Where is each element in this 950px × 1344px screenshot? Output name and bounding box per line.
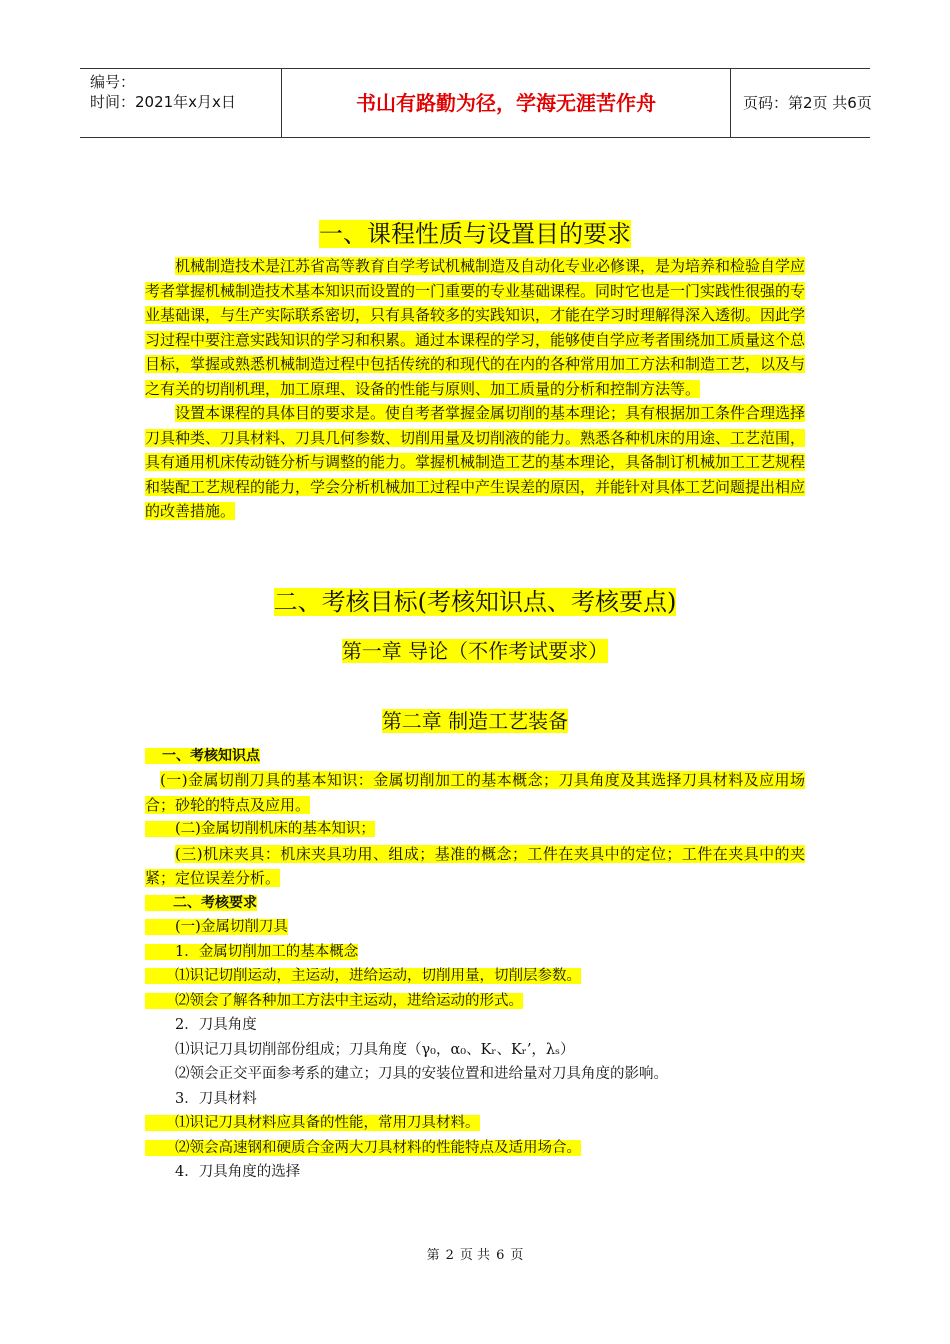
knowledge-item-3: (三)机床夹具：机床夹具功用、组成；基准的概念；工件在夹具中的定位；工件在夹具中的夹紧；定位误差分析。	[145, 844, 805, 887]
requirement-line-2: 1．金属切削加工的基本概念	[145, 940, 805, 965]
header-motto: 书山有路勤为径，学海无涯苦作舟	[282, 69, 731, 137]
section1-paragraph-2: 设置本课程的具体目的要求是。使自考者掌握金属切削的基本理论；具有根据加工条件合理选择刀具种类、刀具材料、刀具几何参数、切削用量及切削液的能力。熟悉各种机床的用途、工艺范围，具有通用机床传动链分析与调整的能力。掌握机械制造工艺的基本理论，具备制订机械加工工艺规程和装配工艺规程的能力，学会分析机械加工过程中产生误差的原因，并能针对具体工艺问题提出相应的改善措施。	[145, 404, 806, 520]
section1-paragraph-1: 机械制造技术是江苏省高等教育自学考试机械制造及自动化专业必修课，是为培养和检验自学应考者掌握机械制造技术基本知识而设置的一门重要的专业基础课程。同时它也是一门实践性很强的专业基础课，与生产实际联系密切，只有具备较多的实践知识，才能在学习时理解得深入透彻。因此学习过程中要注意实践知识的学习和积累。通过本课程的学习，能够使自学应考者围绕加工质量这个总目标，掌握或熟悉机械制造过程中包括传统的和现代的在内的各种常用加工方法和制造工艺，以及与之有关的切削机理，加工原理、设备的性能与原则、加工质量的分析和控制方法等。	[145, 257, 806, 398]
requirement-line-6: ⑴识记刀具切削部份组成；刀具角度（γ₀，α₀、Kᵣ、Kᵣ’，λₛ）	[175, 1041, 575, 1058]
section1-title: 一、课程性质与设置目的要求	[319, 220, 631, 248]
requirements-heading: 二、考核要求	[145, 891, 805, 916]
document-number-label: 编号：	[90, 73, 136, 91]
section2-title: 二、考核目标(考核知识点、考核要点)	[273, 587, 677, 616]
header-table	[80, 68, 870, 138]
requirement-line-4: ⑵领会了解各种加工方法中主运动，进给运动的形式。	[145, 989, 805, 1014]
footer-prefix: 第	[426, 1248, 440, 1263]
header-page-label: 页码：第2页 共6页	[743, 94, 872, 112]
footer-suffix: 页	[510, 1248, 524, 1263]
footer-page-number: 2	[445, 1248, 454, 1263]
footer-mid: 页 共	[459, 1248, 491, 1263]
requirement-line-5: 2．刀具角度	[175, 1017, 257, 1033]
page-footer	[0, 1244, 950, 1263]
header-left-cell	[80, 69, 282, 137]
requirement-line-8: 3．刀具材料	[175, 1090, 257, 1107]
chapter1-title: 第一章 导论（不作考试要求）	[341, 638, 609, 663]
footer-total-pages: 6	[496, 1248, 505, 1263]
requirement-line-3: ⑴识记切削运动，主运动，进给运动，切削用量，切削层参数。	[145, 964, 805, 989]
requirement-line-10: ⑵领会高速钢和硬质合金两大刀具材料的性能特点及适用场合。	[145, 1136, 805, 1161]
requirement-line-7: ⑵领会正交平面参考系的建立；刀具的安装位置和进给量对刀具角度的影响。	[175, 1066, 668, 1082]
knowledge-heading: 一、考核知识点	[145, 744, 805, 769]
knowledge-item-1: (一)金属切削刀具的基本知识：金属切削加工的基本概念；刀具角度及其选择刀具材料及应用场合；砂轮的特点及应用。	[145, 771, 805, 814]
requirement-line-9: ⑴识记刀具材料应具备的性能，常用刀具材料。	[145, 1111, 805, 1136]
requirement-line-1: (一)金属切削刀具	[145, 915, 805, 940]
requirement-line-11: 4．刀具角度的选择	[175, 1164, 301, 1180]
knowledge-item-2: (二)金属切削机床的基本知识；	[145, 817, 805, 842]
chapter2-title: 第二章 制造工艺装备	[381, 708, 569, 733]
document-time-label: 时间：2021年x月x日	[90, 93, 236, 111]
document-body	[145, 214, 805, 1185]
